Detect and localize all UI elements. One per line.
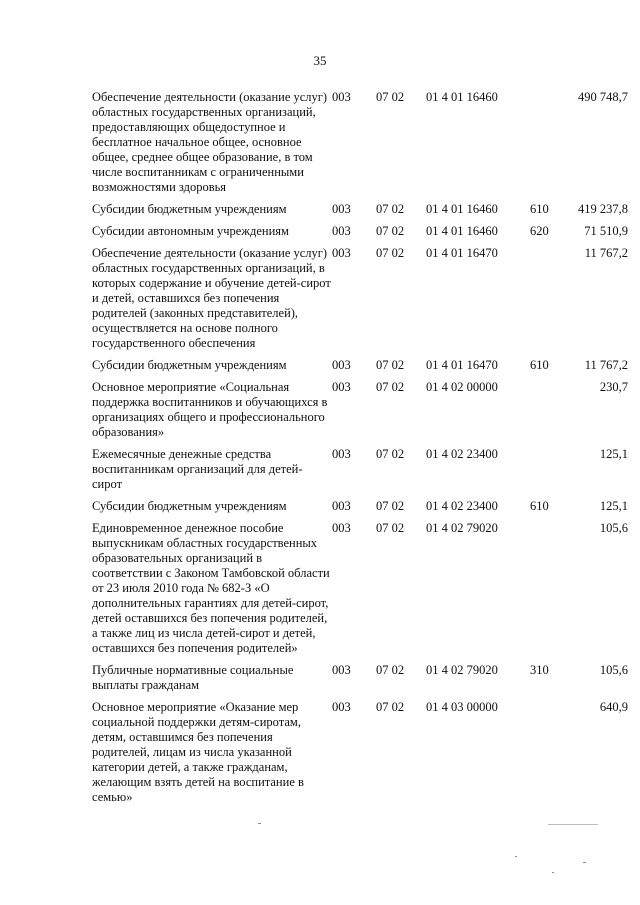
row-target-article: 01 4 02 00000 — [426, 380, 498, 394]
row-ved: 003 — [332, 521, 351, 535]
row-section: 07 02 — [376, 224, 405, 238]
scan-speck — [258, 823, 261, 824]
row-section: 07 02 — [376, 663, 405, 677]
row-amount: 640,9 — [599, 700, 628, 714]
row-section: 07 02 — [376, 447, 405, 461]
table-row — [92, 202, 628, 224]
row-amount: 105,6 — [599, 521, 628, 535]
row-amount: 419 237,8 — [578, 202, 628, 216]
row-amount: 11 767,2 — [584, 358, 628, 372]
row-target-article: 01 4 01 16470 — [426, 358, 498, 372]
row-amount: 490 748,7 — [578, 90, 628, 104]
row-expense-type — [530, 380, 570, 447]
row-ved: 003 — [332, 700, 351, 714]
row-section: 07 02 — [376, 90, 405, 104]
row-expense-type — [530, 700, 570, 812]
row-target-article: 01 4 02 23400 — [426, 447, 498, 461]
row-name: Ежемесячные денежные средства воспитанникам организаций для детей-сирот — [92, 447, 303, 491]
row-target-article: 01 4 03 00000 — [426, 700, 498, 714]
budget-table — [92, 90, 628, 812]
scan-speck — [583, 862, 586, 863]
row-ved: 003 — [332, 499, 351, 513]
row-section: 07 02 — [376, 380, 405, 394]
table-row — [92, 224, 628, 246]
row-name: Публичные нормативные социальные выплаты гражданам — [92, 663, 294, 692]
page-number: 35 — [313, 53, 327, 68]
row-target-article: 01 4 01 16460 — [426, 90, 498, 104]
table-row — [92, 447, 628, 499]
row-section: 07 02 — [376, 499, 405, 513]
row-section: 07 02 — [376, 521, 405, 535]
table-row — [92, 358, 628, 380]
row-expense-type: 610 — [530, 202, 549, 216]
row-target-article: 01 4 02 79020 — [426, 521, 498, 535]
row-name: Субсидии автономным учреждениям — [92, 224, 289, 238]
row-target-article: 01 4 02 23400 — [426, 499, 498, 513]
row-amount: 11 767,2 — [584, 246, 628, 260]
row-amount: 125,1 — [599, 499, 628, 513]
row-ved: 003 — [332, 224, 351, 238]
row-amount: 125,1 — [599, 447, 628, 461]
row-name: Основное мероприятие «Социальная поддержка воспитанников и обучающихся в организациях общего и профессионального образования» — [92, 380, 328, 439]
row-name: Обеспечение деятельности (оказание услуг) областных государственных организаций, предоставляющих общедоступное и бесплатное начальное общее, основное общее, среднее общее образование, в том числе воспитанникам с ограниченными возможностями здоровья — [92, 90, 328, 194]
row-ved: 003 — [332, 90, 351, 104]
row-expense-type: 610 — [530, 358, 549, 372]
row-ved: 003 — [332, 202, 351, 216]
table-row — [92, 90, 628, 202]
scan-speck — [515, 856, 517, 857]
table-row — [92, 700, 628, 812]
row-expense-type — [530, 90, 570, 202]
row-target-article: 01 4 02 79020 — [426, 663, 498, 677]
row-ved: 003 — [332, 380, 351, 394]
table-row — [92, 246, 628, 358]
row-name: Обеспечение деятельности (оказание услуг) областных государственных организаций, в которых содержание и обучение детей-сирот и детей, оставшихся без попечения родителей (законных представителей), осуществляется на основе полного государственного обеспечения — [92, 246, 331, 350]
table-row — [92, 499, 628, 521]
row-section: 07 02 — [376, 700, 405, 714]
scan-speck — [552, 872, 554, 873]
row-ved: 003 — [332, 663, 351, 677]
row-name: Основное мероприятие «Оказание мер социальной поддержки детям-сиротам, детям, оставшимся без попечения родителей, лицам из числа указанной категории детей, а также гражданам, желающим взять детей на воспитание в семью» — [92, 700, 304, 804]
row-ved: 003 — [332, 358, 351, 372]
row-target-article: 01 4 01 16460 — [426, 202, 498, 216]
row-section: 07 02 — [376, 202, 405, 216]
row-expense-type — [530, 521, 570, 663]
table-row — [92, 521, 628, 663]
row-expense-type — [530, 447, 570, 499]
row-section: 07 02 — [376, 358, 405, 372]
row-name: Субсидии бюджетным учреждениям — [92, 202, 287, 216]
row-expense-type — [530, 246, 570, 358]
row-name: Субсидии бюджетным учреждениям — [92, 499, 287, 513]
row-section: 07 02 — [376, 246, 405, 260]
row-name: Субсидии бюджетным учреждениям — [92, 358, 287, 372]
row-expense-type: 310 — [530, 663, 549, 677]
row-ved: 003 — [332, 447, 351, 461]
row-ved: 003 — [332, 246, 351, 260]
row-amount: 105,6 — [599, 663, 628, 677]
table-row — [92, 380, 628, 447]
row-amount: 230,7 — [599, 380, 628, 394]
row-target-article: 01 4 01 16470 — [426, 246, 498, 260]
row-expense-type: 620 — [530, 224, 549, 238]
scan-speck — [548, 824, 598, 825]
row-target-article: 01 4 01 16460 — [426, 224, 498, 238]
row-name: Единовременное денежное пособие выпускникам областных государственных образовательных организаций в соответствии с Законом Тамбовской области от 23 июля 2010 года № 682-З «О дополнительных гарантиях для детей-сирот, детей оставшихся без попечения родителей, а также лиц из числа детей-сирот и детей, оставшихся без попечения родителей» — [92, 521, 330, 655]
row-amount: 71 510,9 — [584, 224, 628, 238]
table-row — [92, 663, 628, 700]
row-expense-type: 610 — [530, 499, 549, 513]
